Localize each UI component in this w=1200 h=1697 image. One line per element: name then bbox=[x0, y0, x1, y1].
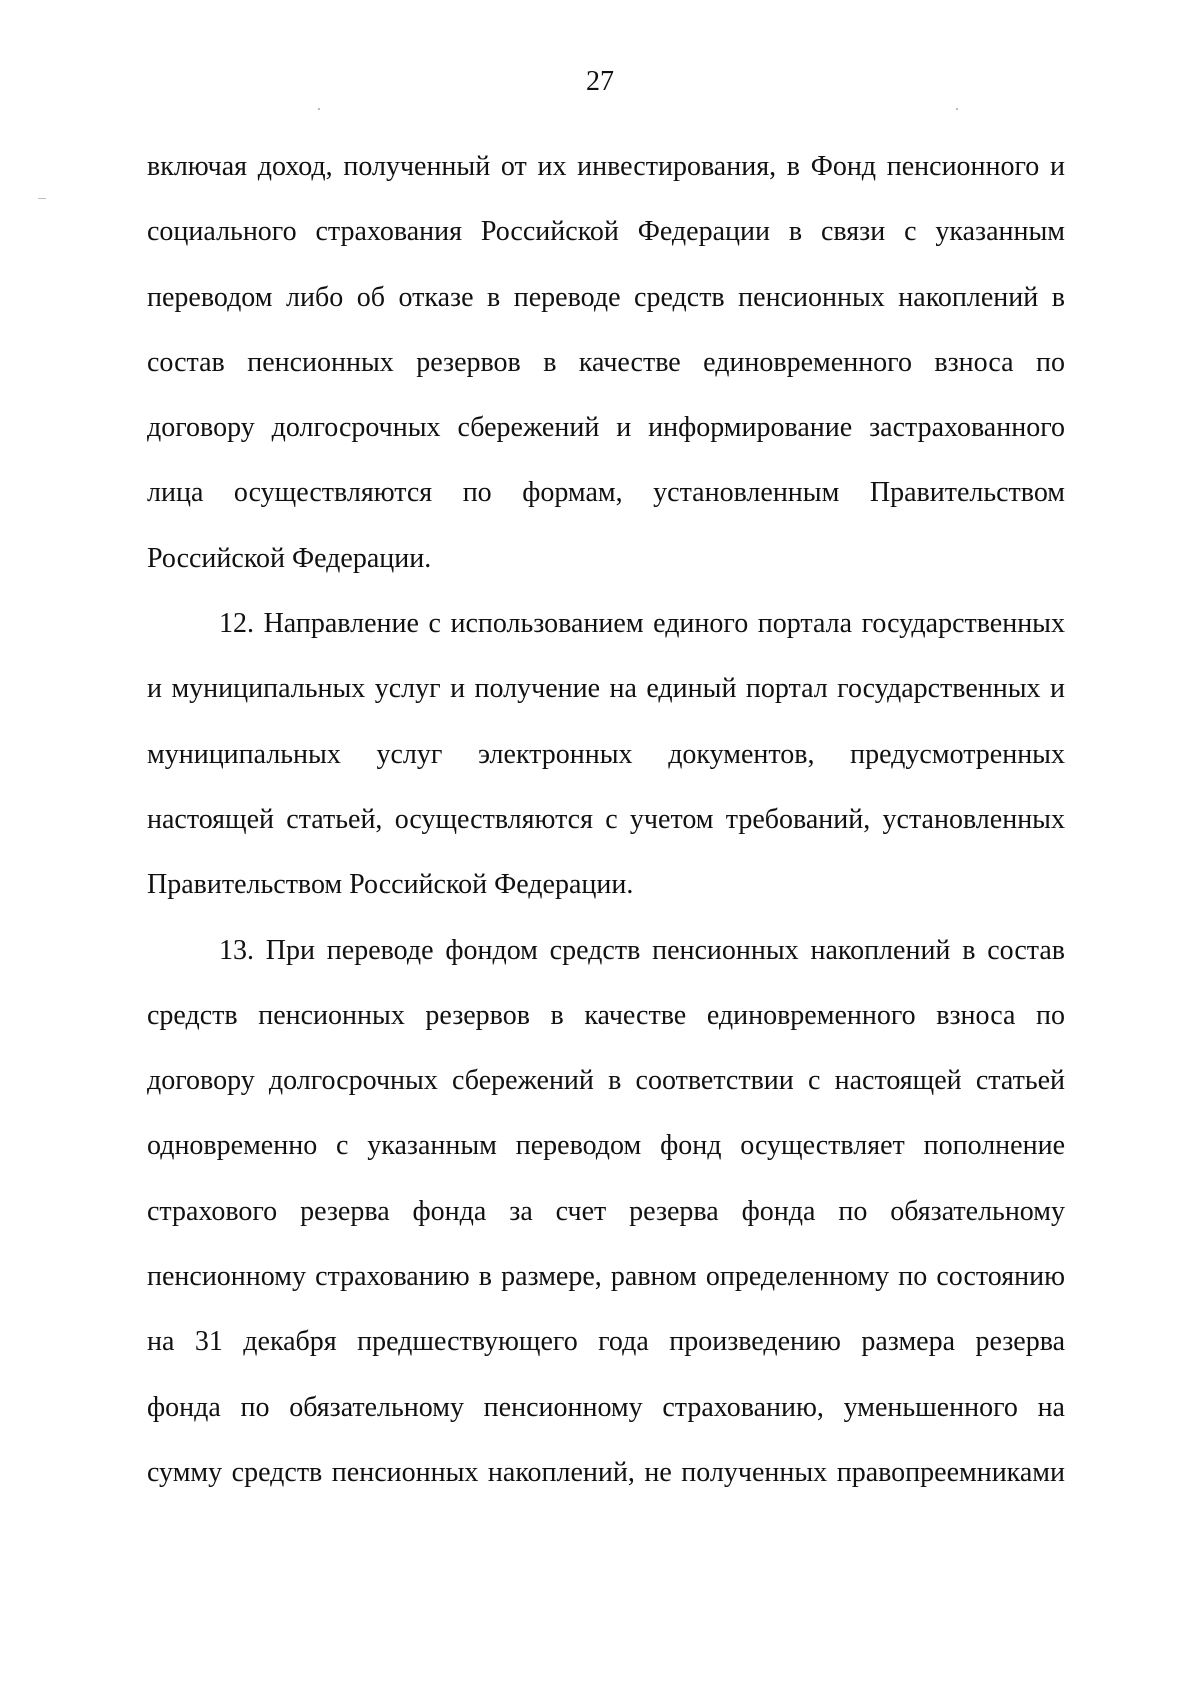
text-line: 13. При переводе фондом средств пенсионных накоплений в состав bbox=[219, 934, 1065, 966]
page-number: 27 bbox=[586, 66, 614, 97]
text-line: социального страхования Российской Федерации в связи с указанным bbox=[147, 216, 1065, 248]
paragraph-12 bbox=[147, 591, 1065, 917]
scan-speck bbox=[38, 198, 46, 199]
text-line: и муниципальных услуг и получение на единый портал государственных и bbox=[147, 673, 1065, 705]
text-line: фонда по обязательному пенсионному страхованию, уменьшенного на bbox=[147, 1391, 1065, 1423]
text-line: одновременно с указанным переводом фонд осуществляет пополнение bbox=[147, 1130, 1065, 1162]
text-line: настоящей статьей, осуществляются с учетом требований, установленных bbox=[147, 803, 1065, 835]
text-line: страхового резерва фонда за счет резерва фонда по обязательному bbox=[147, 1195, 1065, 1227]
paragraph-continuation bbox=[147, 134, 1065, 591]
scan-speck bbox=[956, 108, 958, 110]
text-line: переводом либо об отказе в переводе средств пенсионных накоплений в bbox=[147, 281, 1065, 313]
paragraph-13 bbox=[147, 918, 1065, 1506]
text-line: средств пенсионных резервов в качестве единовременного взноса по bbox=[147, 999, 1065, 1031]
text-line: пенсионному страхованию в размере, равном определенному по состоянию bbox=[147, 1261, 1065, 1293]
text-line: состав пенсионных резервов в качестве единовременного взноса по bbox=[147, 346, 1065, 378]
text-line: сумму средств пенсионных накоплений, не полученных правопреемниками bbox=[147, 1456, 1065, 1488]
text-line: договору долгосрочных сбережений в соответствии с настоящей статьей bbox=[147, 1065, 1065, 1097]
text-line: муниципальных услуг электронных документов, предусмотренных bbox=[147, 738, 1065, 770]
text-line: Российской Федерации. bbox=[147, 542, 432, 574]
text-line: включая доход, полученный от их инвестирования, в Фонд пенсионного и bbox=[147, 151, 1065, 182]
scan-speck bbox=[318, 108, 320, 110]
text-line: договору долгосрочных сбережений и информирование застрахованного bbox=[147, 412, 1065, 444]
document-body bbox=[147, 134, 1065, 1505]
text-line: на 31 декабря предшествующего года произведению размера резерва bbox=[147, 1326, 1065, 1358]
text-line: Правительством Российской Федерации. bbox=[147, 869, 634, 901]
text-line: лица осуществляются по формам, установленным Правительством bbox=[147, 477, 1065, 509]
text-line: 12. Направление с использованием единого портала государственных bbox=[219, 608, 1065, 640]
